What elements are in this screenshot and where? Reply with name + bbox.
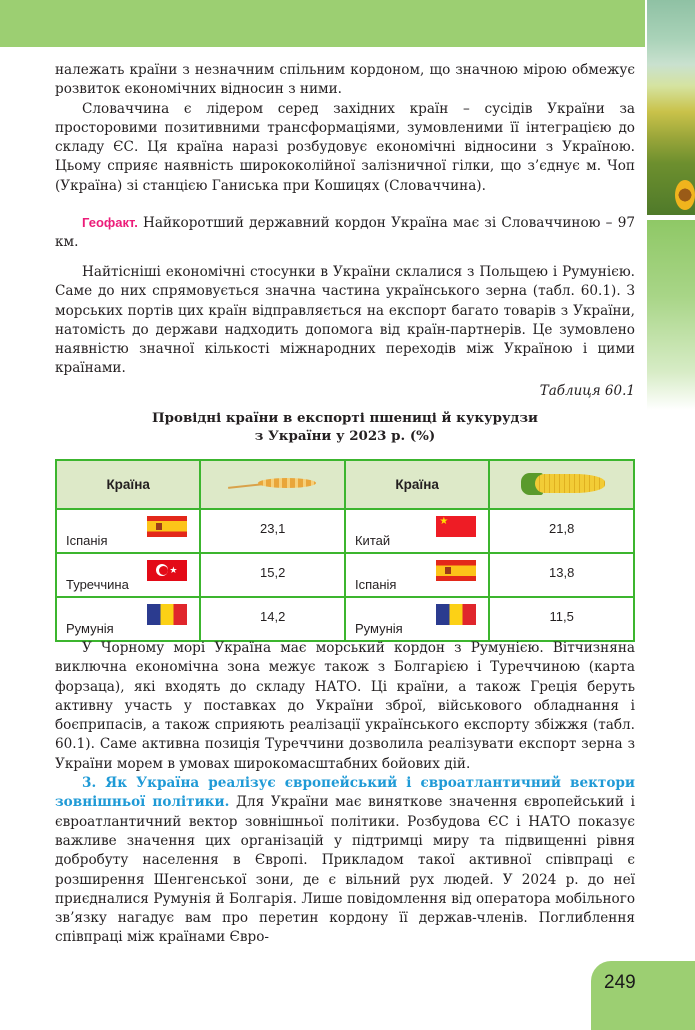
flag-spain-icon [436, 560, 476, 581]
table-title-line-1: Провідні країни в експорті пшениці й кукурудзи [152, 410, 538, 426]
flag-china-icon: ★ [436, 516, 476, 537]
country-name: Румунія [354, 621, 403, 636]
corn-value: 21,8 [489, 509, 634, 553]
country-name: Іспанія [66, 533, 108, 548]
sunflower-icon [675, 180, 695, 210]
corn-value: 11,5 [489, 597, 634, 641]
corn-value: 13,8 [489, 553, 634, 597]
country-name: Туреччина [66, 577, 129, 592]
corn-icon [517, 471, 607, 495]
table-title-line-2: з України у 2023 р. (%) [254, 428, 436, 444]
page-number: 249 [604, 972, 636, 993]
flag-romania-icon [436, 604, 476, 625]
paragraph-4: У Чорному морі Україна має морський кордон з Румунією. Вітчизняна виключна економічна зона межує також з Болгарією і Туреччиною (карта форзаца), які входять до складу НАТО. Ці країни, а також Греція беруть активну участь у поставках до України зброї, військового обладнання і боєприпасів, а також сприяють реалізації українського експорту збіжжя (табл. 60.1). Саме активна позиція Туреччини дозволила реалізувати експорт зерна з України морем в умовах широкомасштабних бойових дій. [55, 640, 635, 772]
paragraph-1: належать країни з незначним спільним кордоном, що значною мірою обмежує розвиток економічних відносин з ними. [55, 62, 635, 98]
paragraph-3: Найтісніші економічні стосунки в України склалися з Польщею і Румунією. Саме до них спрямовується значна частина українського зерна (табл. 60.1). З морських портів цих країн відправляється на експорт багато товарів з України, натомість до держави надходить допомога від країн-партнерів. Це зумовлено наявністю значної кількості міжнародних переходів між Україною і цими країнами. [55, 264, 635, 377]
body-text-top [55, 61, 635, 196]
paragraph-5-text: Для України має виняткове значення європейський і євроатлантичний вектор зовнішньої політики. Розбудова ЄС і НАТО показує важливе значення цих організацій у підтримці миру та підвищенні рівня добробуту населення в Європі. Прикладом такої активної співпраці є розширення Шенгенської зони, де є вільний рух людей. У 2024 р. до неї приєдналися Румунія й Болгарія. Лише повідомлення від оператора мобільного зв’язку нагадує вам про перетин кордону її держав-членів. Поглиблення співпраці між країнами Євро- [55, 794, 636, 946]
country-name: Китай [354, 533, 391, 548]
body-text-middle [55, 263, 635, 379]
wheat-value: 14,2 [200, 597, 345, 641]
paragraph-2: Словаччина є лідером серед західних країн – сусідів України за просторовими позитивними трансформаціями, зумовленими її інтеграцією до складу ЄС. Ця країна наразі розбудовує економічні відносини з Україною. Цьому сприяє наявність ширококолійної залізничної гілки, що з’єднує м. Чоп (Україна) зі станцією Ганиська при Кошицях (Словаччина). [55, 100, 635, 194]
table-title [140, 409, 550, 445]
table-header-row [56, 460, 634, 509]
section-heading: 3. Як Україна реалізує європейський і євроатлантичний вектори зовнішньої політики. [55, 775, 635, 811]
flag-spain-icon [147, 516, 187, 537]
flag-romania-icon [147, 604, 187, 625]
geofact [55, 213, 635, 253]
wheat-value: 15,2 [200, 553, 345, 597]
country-name: Румунія [66, 621, 114, 636]
body-text-bottom [55, 639, 635, 948]
geofact-label: Геофакт. [82, 215, 138, 230]
paragraph-5 [55, 774, 635, 948]
header-country-wheat: Країна [56, 460, 200, 509]
export-table [55, 459, 635, 642]
header-country-corn: Країна [345, 460, 489, 509]
table-row [56, 509, 634, 553]
wheat-icon [228, 475, 318, 491]
wheat-value: 23,1 [200, 509, 345, 553]
header-corn [489, 460, 634, 509]
country-name: Іспанія [354, 577, 397, 592]
flag-turkey-icon: ★ [147, 560, 187, 581]
header-wheat [200, 460, 345, 509]
table-row [56, 553, 634, 597]
header-band [0, 0, 645, 47]
side-gradient-strip [647, 220, 695, 410]
table-row [56, 597, 634, 641]
table-caption: Таблиця 60.1 [539, 383, 635, 399]
geofact-text: Найкоротший державний кордон Україна має зі Словаччиною – 97 км. [55, 215, 635, 251]
